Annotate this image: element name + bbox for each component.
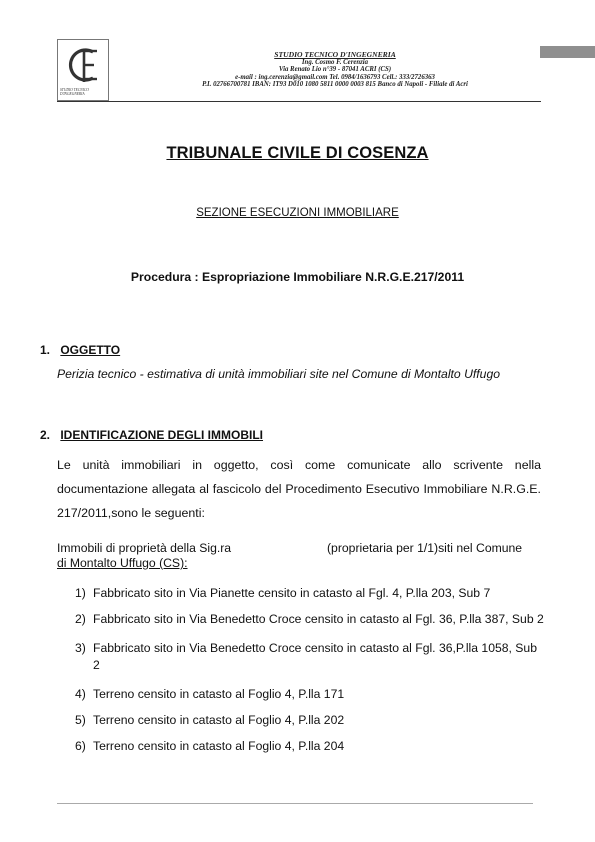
studio-fiscal: P.I. 02766700781 IBAN: IT93 D010 1080 5811 0000 0003 815 Banco di Napoli - Filiale di Acri — [202, 81, 468, 89]
letterhead — [150, 51, 520, 89]
engineer-name: Ing. Cosmo F. Cerenzia — [301, 58, 369, 66]
section-identificazione-text: Le unità immobiliari in oggetto, così come comunicate allo scrivente nella documentazione allegata al fascicolo del Procedimento Esecutivo Immobiliare N.R.G.E. 217/2011,sono le seguenti: — [57, 458, 541, 520]
list-item — [75, 640, 545, 674]
section-heading-oggetto — [40, 343, 120, 357]
list-item — [75, 611, 545, 628]
list-item — [75, 585, 545, 602]
list-item-text: Terreno censito in catasto al Foglio 4, P.lla 171 — [93, 687, 345, 701]
studio-contacts: e-mail : ing.cerenzia@gmail.com Tel. 0984/1636793 Cell.: 333/2726363 — [235, 73, 435, 81]
section-oggetto-text: Perizia tecnico - estimativa di unità immobiliari site nel Comune di Montalto Uffugo — [57, 367, 501, 381]
section-label: OGGETTO — [60, 343, 121, 357]
owner-label: Immobili di proprietà della Sig.ra — [57, 541, 232, 555]
owner-line-continuation: di Montalto Uffugo (CS): — [57, 556, 188, 570]
list-item-number: 6) — [75, 739, 86, 753]
owner-share: (proprietaria per 1/1)siti nel Comune — [327, 541, 523, 555]
ce-monogram-icon — [63, 44, 105, 86]
list-item — [75, 686, 545, 703]
property-list — [75, 585, 545, 764]
section-number: 2. — [40, 428, 51, 442]
list-item-text: Fabbricato sito in Via Benedetto Croce censito in catasto al Fgl. 36, P.lla 387, Sub 2 — [93, 612, 544, 626]
section-number: 1. — [40, 343, 51, 357]
list-item-text: Fabbricato sito in Via Benedetto Croce censito in catasto al Fgl. 36,P.lla 1058, Sub 2 — [93, 641, 537, 672]
list-item-number: 1) — [75, 586, 86, 600]
list-item-number: 3) — [75, 641, 86, 655]
list-item-number: 4) — [75, 687, 86, 701]
list-item — [75, 738, 545, 755]
studio-address: Via Renato Lio n°39 - 87041 ACRI (CS) — [278, 66, 392, 74]
footer-divider — [57, 803, 533, 804]
logo-caption: STUDIO TECNICO D'INGEGNERIA — [60, 88, 89, 96]
list-item-text: Terreno censito in catasto al Foglio 4, P.lla 202 — [93, 713, 345, 727]
document-title: TRIBUNALE CIVILE DI COSENZA — [166, 144, 429, 162]
studio-logo — [57, 39, 109, 101]
section-label: IDENTIFICAZIONE DEGLI IMMOBILI — [60, 428, 264, 442]
list-item-text: Fabbricato sito in Via Pianette censito in catasto al Fgl. 4, P.lla 203, Sub 7 — [93, 586, 491, 600]
header-divider — [57, 101, 541, 102]
studio-name: STUDIO TECNICO D'INGEGNERIA — [274, 50, 396, 59]
document-subtitle: SEZIONE ESECUZIONI IMMOBILIARE — [196, 207, 399, 219]
list-item-text: Terreno censito in catasto al Foglio 4, P.lla 204 — [93, 739, 345, 753]
list-item-number: 5) — [75, 713, 86, 727]
list-item-number: 2) — [75, 612, 86, 626]
procedure-line: Procedura : Espropriazione Immobiliare N.R.G.E.217/2011 — [130, 270, 465, 284]
page-tab-marker — [540, 46, 595, 58]
list-item — [75, 712, 545, 729]
section-heading-identificazione — [40, 428, 263, 442]
